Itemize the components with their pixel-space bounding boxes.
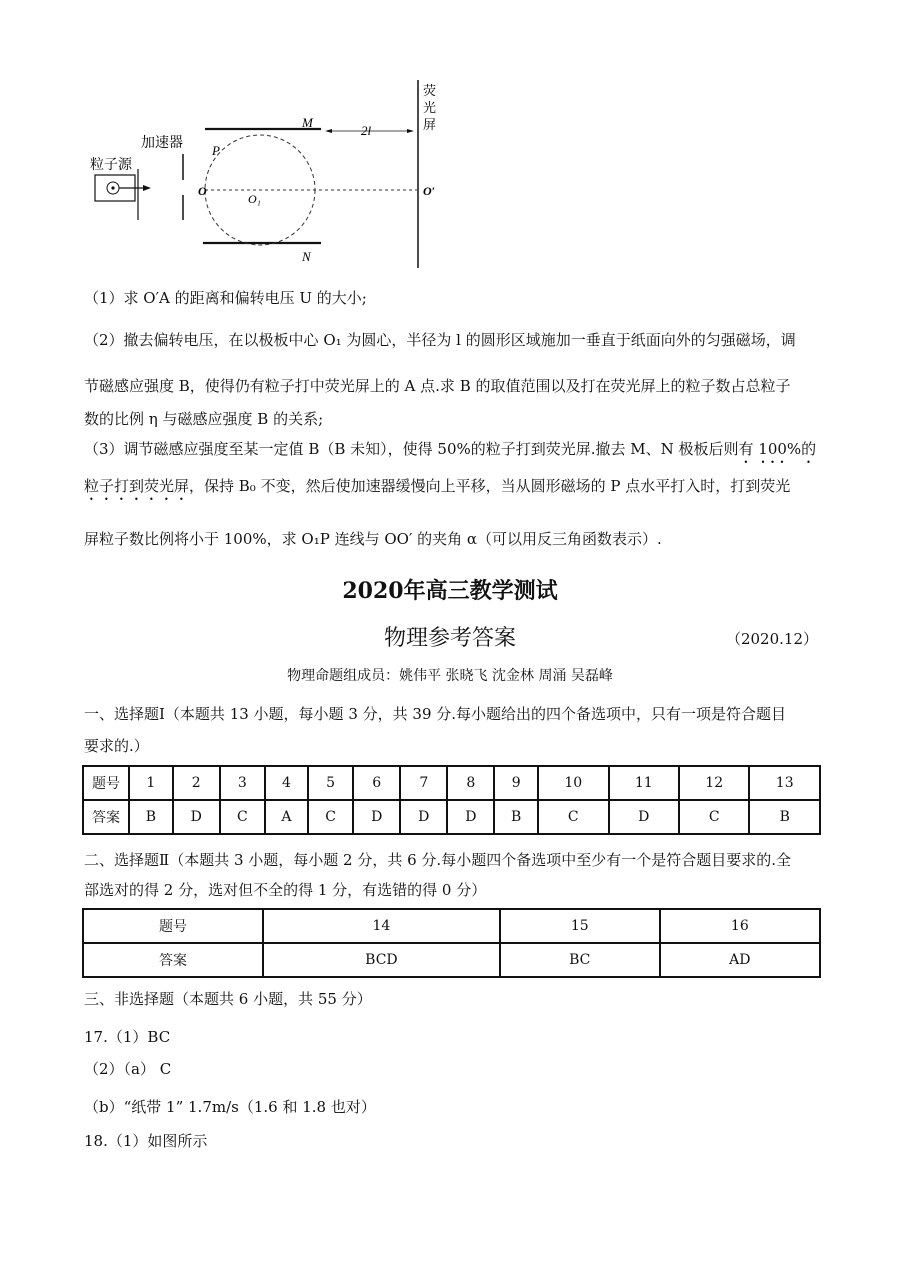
question-number-cell: 2: [173, 766, 220, 800]
answer-cell: C: [538, 800, 608, 834]
answer-17-1: 17.（1）BC: [84, 1028, 171, 1046]
question-2-line-2: 节磁感应强度 B，使得仍有粒子打中荧光屏上的 A 点.求 B 的取值范围以及打在荧光屏上的粒子数占总粒子: [84, 377, 791, 395]
label-o1: O₁: [248, 192, 261, 206]
page-title: 2020年高三教学测试: [342, 578, 558, 604]
question-number-cell: 5: [308, 766, 353, 800]
answer-cell: D: [353, 800, 400, 834]
row-label: 题号: [83, 766, 129, 800]
question-number-cell: 3: [220, 766, 265, 800]
answer-cell: BCD: [263, 943, 500, 977]
table-row-numbers: [83, 909, 820, 943]
question-number-cell: 15: [500, 909, 660, 943]
question-number-cell: 1: [129, 766, 173, 800]
text: ，保持 B₀ 不变，然后使加速器缓慢向上平移，当从圆形磁场的 P 点水平打入时，打到荧光: [189, 477, 791, 495]
answer-cell: A: [265, 800, 308, 834]
page-subtitle: 物理参考答案: [383, 626, 516, 651]
screen-label: 荧: [423, 83, 437, 98]
answer-cell: D: [609, 800, 679, 834]
question-number-cell: 13: [749, 766, 820, 800]
emphasized-text: 有 100%的: [738, 440, 817, 458]
label-m: M: [302, 115, 313, 130]
question-number-cell: 16: [660, 909, 820, 943]
date: （2020.12）: [725, 630, 818, 648]
answer-cell: B: [129, 800, 173, 834]
answer-table-1: [82, 765, 821, 835]
question-1: （1）求 O′A 的距离和偏转电压 U 的大小;: [84, 289, 367, 307]
question-number-cell: 7: [400, 766, 447, 800]
question-3-line-1: [84, 439, 816, 467]
label-p: P: [212, 143, 220, 158]
answer-cell: C: [308, 800, 353, 834]
answer-18-1: 18.（1）如图所示: [84, 1132, 208, 1150]
answer-cell: C: [679, 800, 749, 834]
question-number-cell: 11: [609, 766, 679, 800]
source-label: 粒子源: [90, 158, 132, 173]
emphasized-text: 粒子打到荧光屏: [84, 477, 190, 495]
label-n: N: [302, 249, 311, 264]
answer-17-2b: （b）“纸带 1” 1.7m/s（1.6 和 1.8 也对）: [84, 1098, 376, 1116]
table-row-answers: [83, 943, 820, 977]
question-number-cell: 8: [447, 766, 494, 800]
screen-label: 光: [423, 100, 437, 115]
question-number-cell: 4: [265, 766, 308, 800]
row-label: 答案: [83, 943, 263, 977]
question-number-cell: 12: [679, 766, 749, 800]
answer-cell: D: [447, 800, 494, 834]
question-3-line-3: 屏粒子数比例将小于 100%，求 O₁P 连线与 OO′ 的夹角 α（可以用反三角函数表示）.: [84, 530, 662, 548]
question-number-cell: 14: [263, 909, 500, 943]
answer-table-2: [82, 908, 821, 978]
row-label: 题号: [83, 909, 263, 943]
label-o-prime: O′: [423, 184, 436, 198]
question-2-line-1: （2）撤去偏转电压，在以极板中心 O₁ 为圆心，半径为 l 的圆形区域施加一垂直于纸面向外的匀强磁场，调: [84, 331, 796, 349]
section-3-intro: 三、非选择题（本题共 6 小题，共 55 分）: [84, 990, 372, 1008]
row-label: 答案: [83, 800, 129, 834]
question-number-cell: 9: [494, 766, 538, 800]
answer-cell: AD: [660, 943, 820, 977]
question-3-line-2: [84, 476, 790, 504]
section-2-intro: 二、选择题Ⅱ（本题共 3 小题，每小题 2 分，共 6 分.每小题四个备选项中至少有一个是符合题目要求的.全: [84, 851, 791, 869]
section-2-intro-2: 部选对的得 2 分，选对但不全的得 1 分，有选错的得 0 分）: [84, 881, 487, 899]
answer-cell: D: [400, 800, 447, 834]
text: （3）调节磁感应强度至某一定值 B（B 未知），使得 50%的粒子打到荧光屏.撤去 M、N 极板后则: [84, 440, 739, 458]
label-2l: 2l: [361, 123, 372, 138]
question-number-cell: 6: [353, 766, 400, 800]
answer-17-2a: （2）（a） C: [84, 1060, 172, 1078]
committee-members: 物理命题组成员：姚伟平 张晓飞 沈金林 周涌 吴磊峰: [287, 668, 613, 684]
label-o: O: [198, 184, 207, 198]
answer-cell: BC: [500, 943, 660, 977]
answer-cell: B: [749, 800, 820, 834]
table-row-numbers: [83, 766, 820, 800]
physics-diagram: [85, 75, 445, 275]
screen-label: 屏: [423, 117, 437, 132]
question-number-cell: 10: [538, 766, 608, 800]
answer-cell: D: [173, 800, 220, 834]
section-1-intro-2: 要求的.）: [84, 737, 149, 755]
section-1-intro: 一、选择题Ⅰ（本题共 13 小题，每小题 3 分，共 39 分.每小题给出的四个备选项中，只有一项是符合题目: [84, 705, 787, 723]
question-2-line-3: 数的比例 η 与磁感应强度 B 的关系;: [84, 410, 324, 428]
answer-cell: C: [220, 800, 265, 834]
accelerator-label: 加速器: [141, 136, 183, 151]
table-row-answers: [83, 800, 820, 834]
answer-cell: B: [494, 800, 538, 834]
